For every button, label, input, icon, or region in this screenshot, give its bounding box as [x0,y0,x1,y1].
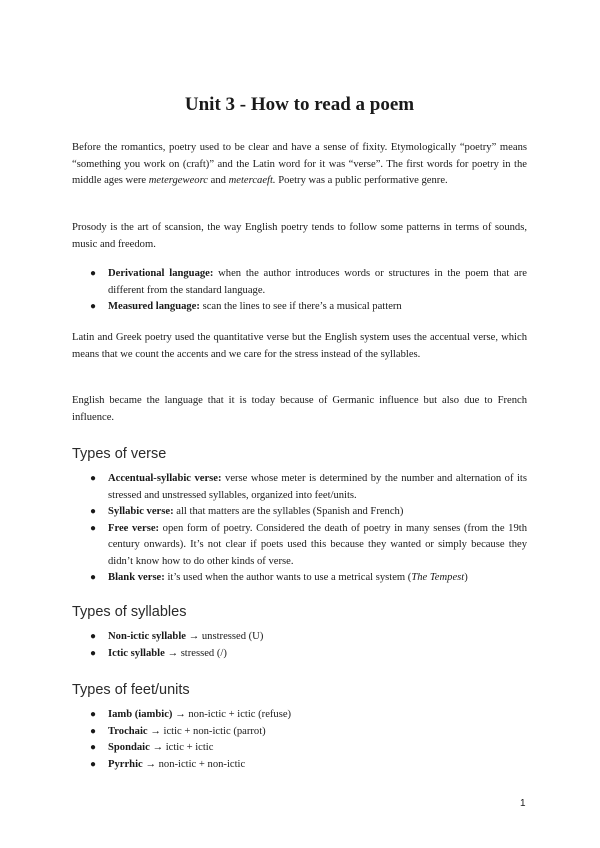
list-item: ● Non-ictic syllable → unstressed (U) [86,629,527,646]
bullet-icon: ● [90,572,97,583]
list-item: ● Free verse: open form of poetry. Considered the death of poetry in many senses (from the 19th century onwards). It’s not clear if poets used this because they wanted or simply because they didn’t know how to do other kinds of verse. [90,522,528,567]
bullet-icon: ● [90,268,97,279]
bullet-icon: ● [90,647,97,659]
bullet-icon: ● [90,742,97,753]
bullet-icon: ● [90,473,97,484]
bullet-icon: ● [90,709,97,720]
bullet-icon: ● [90,301,97,312]
list-item: ● Spondaic → ictic + ictic [86,740,527,757]
term-metercaeft: metercaeft. [228,175,276,186]
intro-paragraph-1: Before the romantics, poetry used to be clear and have a sense of fixity. Etymologically “poetry” means “something you work on (craft)” and the Latin word for it was “verse”. The first words for poetry in the middle ages were metergeweorc and metercaeft. Poetry was a public performative genre. [72,142,527,186]
list-item: ● Derivational language: when the author introduces words or structures in the poem that are different from the standard language. [90,268,527,296]
bullet-icon: ● [90,506,97,517]
list-item: ● Blank verse: it’s used when the author wants to use a metrical system (The Tempest) [86,570,527,587]
intro-paragraph-3: Latin and Greek poetry used the quantitative verse but the English system uses the accentual verse, which means that we count the accents and we care for the stress instead of the syllables. [72,332,527,360]
syllables-list [86,629,527,662]
list-item: ● Syllabic verse: all that matters are the syllables (Spanish and French) [86,504,527,521]
list-item: ● Pyrrhic → non-ictic + non-ictic [86,757,527,774]
intro-list [86,266,527,316]
list-item: ● Trochaic → ictic + non-ictic (parrot) [86,724,527,741]
list-item: ● Measured language: scan the lines to see if there’s a musical pattern [86,299,527,316]
bullet-icon: ● [90,631,97,642]
page-title: Unit 3 - How to read a poem [184,94,415,115]
list-item: ● Accentual-syllabic verse: verse whose meter is determined by the number and alternation of its stressed and unstressed syllables, organized into feet/units. [90,473,527,501]
verse-list [86,471,527,587]
page-number: 1 [520,798,526,809]
bullet-icon: ● [90,758,97,770]
list-item: ● Ictic syllable → stressed (/) [86,646,527,663]
intro-paragraph-4: English became the language that it is today because of Germanic influence but also due to French influence. [72,395,527,423]
term-metergeweorc: metergeweorc [148,175,209,186]
bullet-icon: ● [90,522,97,534]
section-heading-syllables: Types of syllables [72,604,187,620]
intro-paragraph-2: Prosody is the art of scansion, the way English poetry tends to follow some patterns in terms of sounds, music and freedom. [72,222,527,250]
feet-list [86,707,527,773]
section-heading-feet: Types of feet/units [72,682,190,698]
bullet-icon: ● [90,725,97,737]
reference-the-tempest: The Tempest [411,572,465,583]
section-heading-verse: Types of verse [72,446,167,462]
list-item: ● Iamb (iambic) → non-ictic + ictic (refuse) [86,707,527,724]
